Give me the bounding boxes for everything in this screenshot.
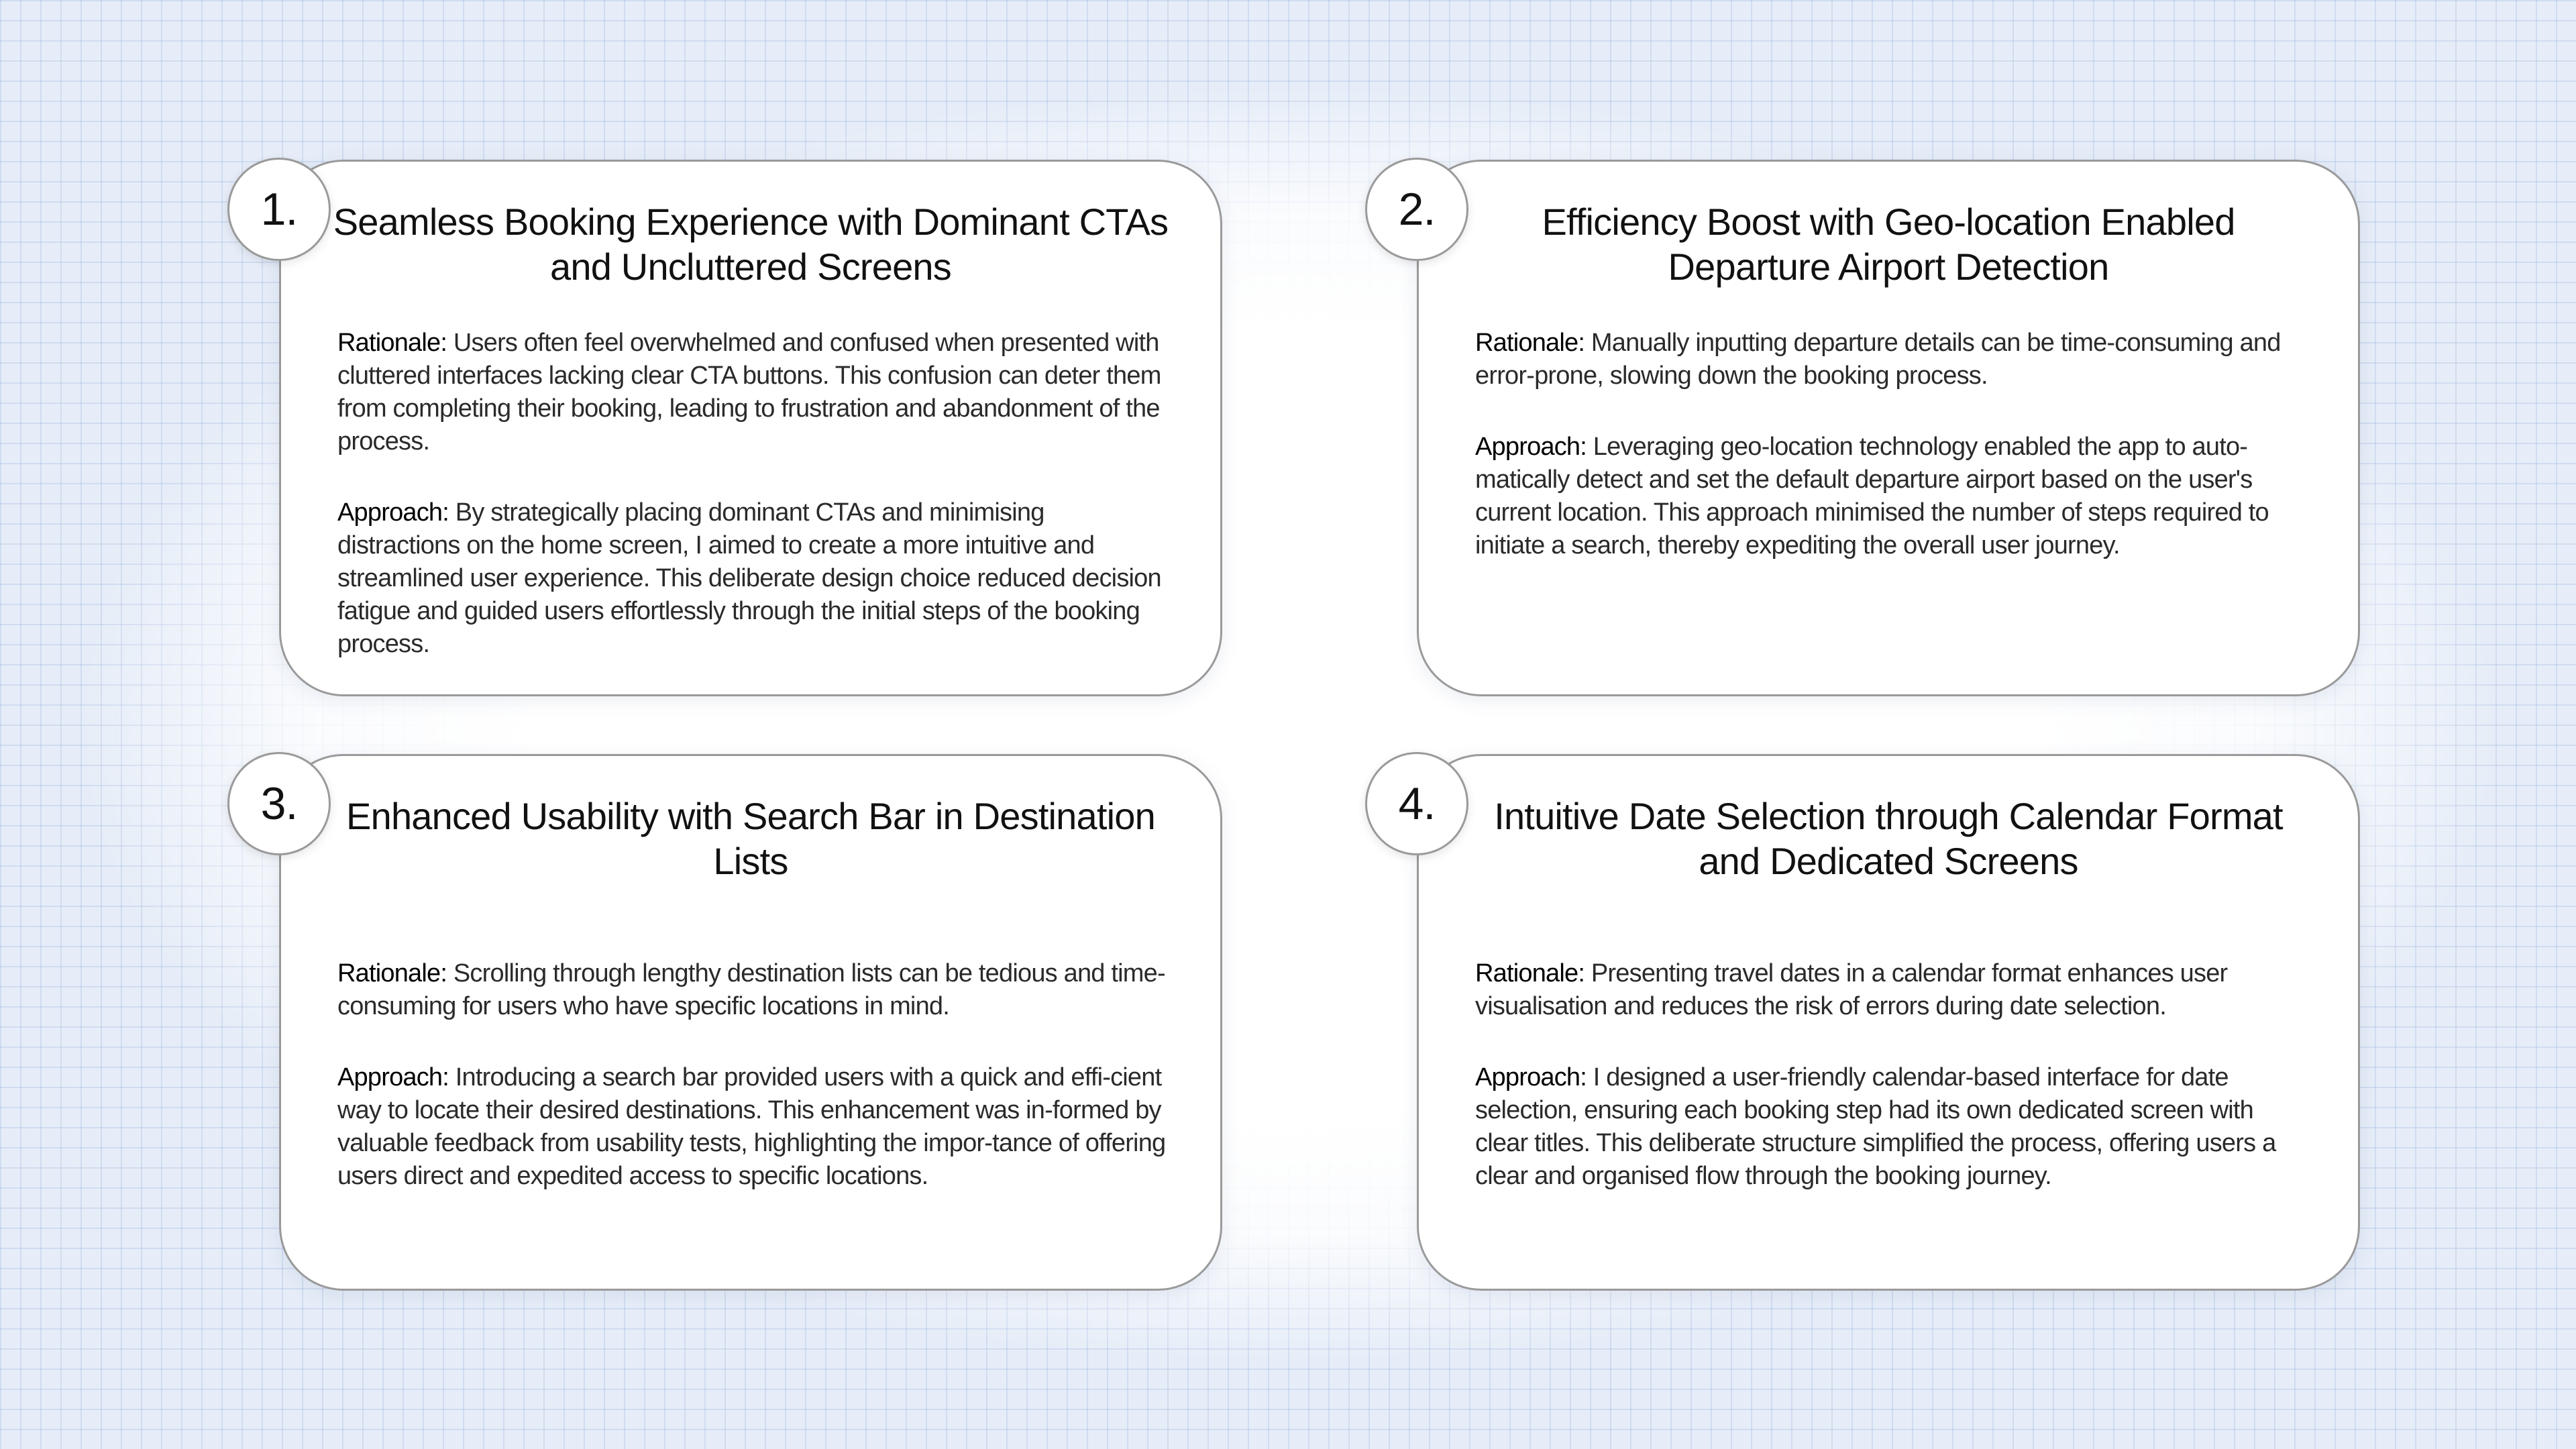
card-body [337, 327, 1167, 661]
approach-label: Approach: [1475, 433, 1587, 461]
rationale-label: Rationale: [337, 959, 447, 987]
card-number: 2. [1398, 184, 1436, 235]
rationale-paragraph [1475, 957, 2304, 1023]
card-number: 1. [260, 184, 298, 235]
feature-card-4 [1398, 754, 2360, 1291]
approach-paragraph [1475, 431, 2304, 562]
card-number: 3. [260, 778, 298, 829]
feature-card-3 [260, 754, 1222, 1291]
rationale-text: Scrolling through lengthy destination lists can be tedious and time-consuming for users who have specific locations in mind. [337, 959, 1165, 1020]
feature-card-1 [260, 160, 1222, 696]
rationale-text: Users often feel overwhelmed and confused when presented with cluttered interfaces lacking clear CTA buttons. This confusion can deter them from completing their booking, leading to frustration and abandonment of the process. [337, 329, 1161, 455]
feature-card-2 [1398, 160, 2360, 696]
approach-label: Approach: [1475, 1063, 1587, 1091]
card-number: 4. [1398, 778, 1436, 829]
approach-label: Approach: [337, 1063, 449, 1091]
rationale-label: Rationale: [1475, 959, 1585, 987]
approach-text: By strategically placing dominant CTAs and minimising distractions on the home screen, I aimed to create a more intuitive and streamlined user experience. This deliberate design choice reduced decision fatigue and guided users effortlessly through the initial steps of the booking process. [337, 498, 1161, 658]
card-title: Enhanced Usability with Search Bar in Destination Lists [346, 795, 1155, 882]
card-title: Efficiency Boost with Geo-location Enabled Departure Airport Detection [1542, 201, 2235, 288]
card-title: Intuitive Date Selection through Calendar Format and Dedicated Screens [1494, 795, 2283, 882]
rationale-paragraph [337, 957, 1167, 1023]
rationale-text: Manually inputting departure details can be time-consuming and error-prone, slowing down the booking process. [1475, 329, 2281, 390]
number-badge [1365, 752, 1468, 855]
number-badge [1365, 158, 1468, 261]
card-title: Seamless Booking Experience with Dominant CTAs and Uncluttered Screens [333, 201, 1169, 288]
approach-paragraph [337, 496, 1167, 661]
approach-label: Approach: [337, 498, 449, 527]
rationale-text: Presenting travel dates in a calendar format enhances user visualisation and reduces the risk of errors during date selection. [1475, 959, 2228, 1020]
rationale-paragraph [1475, 327, 2304, 392]
rationale-label: Rationale: [337, 329, 447, 357]
rationale-paragraph [337, 327, 1167, 458]
card-body [1475, 327, 2304, 562]
card-body [1475, 957, 2304, 1193]
number-badge [227, 752, 331, 855]
card-body [337, 957, 1167, 1193]
approach-paragraph [1475, 1061, 2304, 1193]
approach-text: Leveraging geo-location technology enabled the app to auto-matically detect and set the default departure airport based on the user's current location. This approach minimised the number of steps required to initiate a search, thereby expediting the overall user journey. [1475, 433, 2269, 559]
number-badge [227, 158, 331, 261]
approach-paragraph [337, 1061, 1167, 1193]
approach-text: Introducing a search bar provided users with a quick and effi-cient way to locate their desired destinations. This enhancement was in-formed by valuable feedback from usability tests, highlighting the impor-tance of offering users direct and expedited access to specific locations. [337, 1063, 1166, 1190]
approach-text: I designed a user-friendly calendar-based interface for date selection, ensuring each booking step had its own dedicated screen with clear titles. This deliberate structure simplified the process, offering users a clear and organised flow through the booking journey. [1475, 1063, 2276, 1190]
rationale-label: Rationale: [1475, 329, 1585, 357]
